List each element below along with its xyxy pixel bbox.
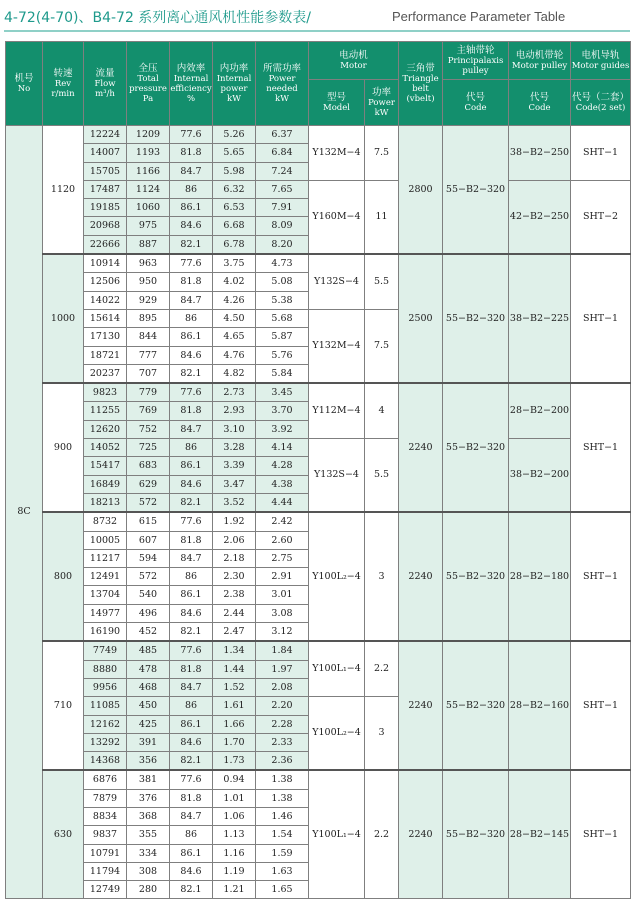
internal-power-cell: 1.44 [213,660,256,678]
speed-cell: 900 [43,383,84,512]
efficiency-cell: 82.1 [170,493,213,512]
flow-cell: 9956 [84,678,127,696]
header-motor-model: 型号 Model [309,80,365,126]
pulley-code-cell: 55−B2−320 [443,512,509,641]
internal-power-cell: 6.68 [213,217,256,235]
flow-cell: 10914 [84,254,127,273]
efficiency-cell: 77.6 [170,126,213,144]
flow-cell: 16849 [84,475,127,493]
internal-power-cell: 5.65 [213,144,256,162]
pressure-cell: 1166 [127,162,170,180]
motor-pulley-code-cell: 28−B2−200 [509,383,571,438]
motor-model-cell: Y100L₁−4 [309,770,365,899]
pressure-cell: 334 [127,844,170,862]
motor-model-cell: Y132M−4 [309,126,365,181]
internal-power-cell: 2.18 [213,549,256,567]
pressure-cell: 368 [127,807,170,825]
table-row [6,254,631,273]
header-motor: 电动机 Motor [309,42,399,80]
internal-power-cell: 2.73 [213,383,256,402]
internal-power-cell: 3.75 [213,254,256,273]
internal-power-cell: 5.98 [213,162,256,180]
pressure-cell: 707 [127,364,170,383]
table-row [6,770,631,789]
pressure-cell: 963 [127,254,170,273]
flow-cell: 9823 [84,383,127,402]
motor-model-cell: Y160M−4 [309,180,365,254]
pressure-cell: 683 [127,457,170,475]
efficiency-cell: 81.8 [170,531,213,549]
efficiency-cell: 86 [170,568,213,586]
power-needed-cell: 4.73 [256,254,309,273]
internal-power-cell: 2.06 [213,531,256,549]
efficiency-cell: 84.7 [170,162,213,180]
pressure-cell: 725 [127,439,170,457]
header-pressure: 全压 Total pressure Pa [127,42,170,126]
power-needed-cell: 1.59 [256,844,309,862]
header-flow: 流量 Flow m³/h [84,42,127,126]
flow-cell: 22666 [84,235,127,254]
pressure-cell: 950 [127,273,170,291]
motor-model-cell: Y132S−4 [309,254,365,309]
header-motor-power: 功率 Power kW [365,80,399,126]
efficiency-cell: 86.1 [170,328,213,346]
internal-power-cell: 4.82 [213,364,256,383]
power-needed-cell: 1.65 [256,881,309,899]
power-needed-cell: 2.60 [256,531,309,549]
internal-power-cell: 2.30 [213,568,256,586]
table-row [6,641,631,660]
motor-power-cell: 5.5 [365,439,399,513]
power-needed-cell: 1.38 [256,789,309,807]
belt-cell: 2240 [399,512,443,641]
power-needed-cell: 5.08 [256,273,309,291]
internal-power-cell: 4.26 [213,291,256,309]
flow-cell: 11217 [84,549,127,567]
internal-power-cell: 2.44 [213,604,256,622]
motor-power-cell: 2.2 [365,770,399,899]
motor-pulley-code-cell: 38−B2−225 [509,254,571,383]
internal-power-cell: 1.01 [213,789,256,807]
power-needed-cell: 3.70 [256,402,309,420]
pressure-cell: 769 [127,402,170,420]
power-needed-cell: 6.84 [256,144,309,162]
power-needed-cell: 1.46 [256,807,309,825]
header-speed: 转速 Rev r/min [43,42,84,126]
flow-cell: 11794 [84,862,127,880]
motor-model-cell: Y132M−4 [309,309,365,383]
motor-power-cell: 3 [365,697,399,771]
header-efficiency: 内效率 Internal efficiency % [170,42,213,126]
pressure-cell: 496 [127,604,170,622]
page-subtitle: Performance Parameter Table [392,9,566,24]
pressure-cell: 975 [127,217,170,235]
motor-guide-cell: SHT−2 [571,180,631,254]
efficiency-cell: 81.8 [170,402,213,420]
internal-power-cell: 4.76 [213,346,256,364]
internal-power-cell: 4.65 [213,328,256,346]
motor-pulley-code-cell: 42−B2−250 [509,180,571,254]
pulley-code-cell: 55−B2−320 [443,126,509,255]
internal-power-cell: 3.39 [213,457,256,475]
power-needed-cell: 5.76 [256,346,309,364]
belt-cell: 2800 [399,126,443,255]
motor-model-cell: Y112M−4 [309,383,365,438]
flow-cell: 15417 [84,457,127,475]
performance-table [5,41,631,899]
internal-power-cell: 1.52 [213,678,256,696]
power-needed-cell: 3.01 [256,586,309,604]
internal-power-cell: 2.93 [213,402,256,420]
power-needed-cell: 3.08 [256,604,309,622]
efficiency-cell: 84.7 [170,420,213,438]
efficiency-cell: 81.8 [170,273,213,291]
flow-cell: 18721 [84,346,127,364]
flow-cell: 17130 [84,328,127,346]
header-motor-pulley: 电动机带轮 Motor pulley [509,42,571,80]
internal-power-cell: 5.26 [213,126,256,144]
belt-cell: 2240 [399,383,443,512]
pressure-cell: 391 [127,733,170,751]
internal-power-cell: 1.21 [213,881,256,899]
pressure-cell: 478 [127,660,170,678]
efficiency-cell: 77.6 [170,770,213,789]
table-row [6,383,631,402]
internal-power-cell: 3.10 [213,420,256,438]
internal-power-cell: 6.78 [213,235,256,254]
motor-guide-cell: SHT−1 [571,126,631,181]
efficiency-cell: 86.1 [170,586,213,604]
efficiency-cell: 84.7 [170,678,213,696]
flow-cell: 7879 [84,789,127,807]
efficiency-cell: 77.6 [170,254,213,273]
pressure-cell: 887 [127,235,170,254]
table-body [6,126,631,899]
efficiency-cell: 86.1 [170,715,213,733]
flow-cell: 11255 [84,402,127,420]
internal-power-cell: 1.73 [213,752,256,771]
speed-cell: 1120 [43,126,84,255]
flow-cell: 17487 [84,180,127,198]
flow-cell: 10791 [84,844,127,862]
power-needed-cell: 2.33 [256,733,309,751]
internal-power-cell: 1.92 [213,512,256,531]
motor-model-cell: Y100L₂−4 [309,512,365,641]
flow-cell: 7749 [84,641,127,660]
pressure-cell: 308 [127,862,170,880]
power-needed-cell: 2.36 [256,752,309,771]
pulley-code-cell: 55−B2−320 [443,770,509,899]
internal-power-cell: 1.16 [213,844,256,862]
efficiency-cell: 84.6 [170,862,213,880]
pulley-code-cell: 55−B2−320 [443,641,509,770]
pressure-cell: 594 [127,549,170,567]
flow-cell: 12491 [84,568,127,586]
header-pulley: 主轴带轮 Principalaxis pulley [443,42,509,80]
power-needed-cell: 4.38 [256,475,309,493]
power-needed-cell: 2.20 [256,697,309,715]
power-needed-cell: 4.44 [256,493,309,512]
motor-model-cell: Y100L₁−4 [309,641,365,696]
title-bar [0,0,634,34]
efficiency-cell: 84.6 [170,475,213,493]
motor-power-cell: 7.5 [365,126,399,181]
efficiency-cell: 86 [170,309,213,327]
motor-pulley-code-cell: 28−B2−145 [509,770,571,899]
pressure-cell: 1193 [127,144,170,162]
pressure-cell: 572 [127,568,170,586]
flow-cell: 8880 [84,660,127,678]
power-needed-cell: 2.91 [256,568,309,586]
header-pulley-code: 代号 Code [443,80,509,126]
flow-cell: 12224 [84,126,127,144]
flow-cell: 6876 [84,770,127,789]
internal-power-cell: 1.70 [213,733,256,751]
efficiency-cell: 84.7 [170,549,213,567]
speed-cell: 710 [43,641,84,770]
pressure-cell: 615 [127,512,170,531]
flow-cell: 12749 [84,881,127,899]
header-guides: 电机导轨 Motor guides [571,42,631,80]
power-needed-cell: 4.14 [256,439,309,457]
table-row [6,180,631,198]
pressure-cell: 779 [127,383,170,402]
efficiency-cell: 86.1 [170,457,213,475]
motor-pulley-code-cell: 28−B2−180 [509,512,571,641]
power-needed-cell: 5.87 [256,328,309,346]
pressure-cell: 777 [127,346,170,364]
efficiency-cell: 82.1 [170,623,213,642]
pressure-cell: 607 [127,531,170,549]
efficiency-cell: 82.1 [170,364,213,383]
power-needed-cell: 5.38 [256,291,309,309]
efficiency-cell: 82.1 [170,752,213,771]
power-needed-cell: 7.65 [256,180,309,198]
efficiency-cell: 84.6 [170,217,213,235]
motor-power-cell: 2.2 [365,641,399,696]
power-needed-cell: 5.68 [256,309,309,327]
efficiency-cell: 86 [170,697,213,715]
power-needed-cell: 2.28 [256,715,309,733]
power-needed-cell: 6.37 [256,126,309,144]
internal-power-cell: 1.19 [213,862,256,880]
title-divider [4,30,630,32]
flow-cell: 12506 [84,273,127,291]
efficiency-cell: 77.6 [170,383,213,402]
flow-cell: 19185 [84,199,127,217]
speed-cell: 630 [43,770,84,899]
efficiency-cell: 81.8 [170,144,213,162]
power-needed-cell: 1.38 [256,770,309,789]
efficiency-cell: 81.8 [170,660,213,678]
flow-cell: 20237 [84,364,127,383]
efficiency-cell: 86.1 [170,844,213,862]
pressure-cell: 450 [127,697,170,715]
internal-power-cell: 3.28 [213,439,256,457]
flow-cell: 14007 [84,144,127,162]
header-motor-pulley-code: 代号 Code [509,80,571,126]
internal-power-cell: 1.06 [213,807,256,825]
power-needed-cell: 1.54 [256,826,309,844]
power-needed-cell: 8.20 [256,235,309,254]
power-needed-cell: 1.97 [256,660,309,678]
flow-cell: 13292 [84,733,127,751]
pulley-code-cell: 55−B2−320 [443,383,509,512]
internal-power-cell: 6.32 [213,180,256,198]
header-power-needed: 所需功率 Power needed kW [256,42,309,126]
motor-guide-cell: SHT−1 [571,512,631,641]
pressure-cell: 280 [127,881,170,899]
efficiency-cell: 84.7 [170,291,213,309]
pressure-cell: 355 [127,826,170,844]
power-needed-cell: 7.24 [256,162,309,180]
flow-cell: 8834 [84,807,127,825]
belt-cell: 2500 [399,254,443,383]
internal-power-cell: 0.94 [213,770,256,789]
internal-power-cell: 2.47 [213,623,256,642]
motor-pulley-code-cell: 38−B2−250 [509,126,571,181]
speed-cell: 800 [43,512,84,641]
pressure-cell: 376 [127,789,170,807]
pulley-code-cell: 55−B2−320 [443,254,509,383]
pressure-cell: 929 [127,291,170,309]
pressure-cell: 540 [127,586,170,604]
internal-power-cell: 6.53 [213,199,256,217]
pressure-cell: 1124 [127,180,170,198]
motor-guide-cell: SHT−1 [571,770,631,899]
efficiency-cell: 84.7 [170,807,213,825]
motor-pulley-code-cell: 38−B2−200 [509,439,571,513]
power-needed-cell: 8.09 [256,217,309,235]
machine-number-cell: 8C [6,126,43,899]
power-needed-cell: 2.08 [256,678,309,696]
pressure-cell: 468 [127,678,170,696]
flow-cell: 15614 [84,309,127,327]
efficiency-cell: 86.1 [170,199,213,217]
table-row [6,439,631,457]
power-needed-cell: 2.75 [256,549,309,567]
flow-cell: 16190 [84,623,127,642]
header-machine-no: 机号 No [6,42,43,126]
flow-cell: 15705 [84,162,127,180]
pressure-cell: 629 [127,475,170,493]
internal-power-cell: 4.50 [213,309,256,327]
flow-cell: 14022 [84,291,127,309]
power-needed-cell: 7.91 [256,199,309,217]
flow-cell: 8732 [84,512,127,531]
motor-guide-cell: SHT−1 [571,641,631,770]
efficiency-cell: 84.6 [170,604,213,622]
efficiency-cell: 86 [170,439,213,457]
internal-power-cell: 2.38 [213,586,256,604]
flow-cell: 18213 [84,493,127,512]
efficiency-cell: 84.6 [170,346,213,364]
efficiency-cell: 86 [170,826,213,844]
power-needed-cell: 3.92 [256,420,309,438]
header-belt: 三角带 Triangle belt (vbelt) [399,42,443,126]
belt-cell: 2240 [399,641,443,770]
pressure-cell: 1060 [127,199,170,217]
belt-cell: 2240 [399,770,443,899]
speed-cell: 1000 [43,254,84,383]
efficiency-cell: 81.8 [170,789,213,807]
motor-pulley-code-cell: 28−B2−160 [509,641,571,770]
internal-power-cell: 1.34 [213,641,256,660]
internal-power-cell: 4.02 [213,273,256,291]
flow-cell: 12162 [84,715,127,733]
flow-cell: 14977 [84,604,127,622]
power-needed-cell: 2.42 [256,512,309,531]
flow-cell: 14052 [84,439,127,457]
efficiency-cell: 86 [170,180,213,198]
flow-cell: 9837 [84,826,127,844]
pressure-cell: 485 [127,641,170,660]
table-row [6,512,631,531]
power-needed-cell: 4.28 [256,457,309,475]
motor-guide-cell: SHT−1 [571,383,631,512]
power-needed-cell: 3.45 [256,383,309,402]
flow-cell: 10005 [84,531,127,549]
pressure-cell: 452 [127,623,170,642]
motor-power-cell: 7.5 [365,309,399,383]
flow-cell: 20968 [84,217,127,235]
flow-cell: 11085 [84,697,127,715]
pressure-cell: 1209 [127,126,170,144]
page-title: 4-72(4-70)、B4-72 系列离心通风机性能参数表/ [4,10,312,26]
motor-model-cell: Y132S−4 [309,439,365,513]
efficiency-cell: 82.1 [170,235,213,254]
table-row [6,126,631,144]
power-needed-cell: 3.12 [256,623,309,642]
header-internal-power: 内功率 Internal power kW [213,42,256,126]
efficiency-cell: 77.6 [170,641,213,660]
motor-model-cell: Y100L₂−4 [309,697,365,771]
flow-cell: 13704 [84,586,127,604]
pressure-cell: 752 [127,420,170,438]
motor-guide-cell: SHT−1 [571,254,631,383]
power-needed-cell: 1.63 [256,862,309,880]
internal-power-cell: 3.52 [213,493,256,512]
pressure-cell: 895 [127,309,170,327]
header-guides-code: 代号（二套） Code(2 set) [571,80,631,126]
internal-power-cell: 1.61 [213,697,256,715]
power-needed-cell: 5.84 [256,364,309,383]
motor-power-cell: 3 [365,512,399,641]
flow-cell: 14368 [84,752,127,771]
internal-power-cell: 1.66 [213,715,256,733]
motor-power-cell: 11 [365,180,399,254]
internal-power-cell: 1.13 [213,826,256,844]
efficiency-cell: 77.6 [170,512,213,531]
pressure-cell: 572 [127,493,170,512]
power-needed-cell: 1.84 [256,641,309,660]
pressure-cell: 381 [127,770,170,789]
motor-power-cell: 5.5 [365,254,399,309]
efficiency-cell: 82.1 [170,881,213,899]
efficiency-cell: 84.6 [170,733,213,751]
motor-power-cell: 4 [365,383,399,438]
pressure-cell: 356 [127,752,170,771]
internal-power-cell: 3.47 [213,475,256,493]
flow-cell: 12620 [84,420,127,438]
pressure-cell: 425 [127,715,170,733]
pressure-cell: 844 [127,328,170,346]
